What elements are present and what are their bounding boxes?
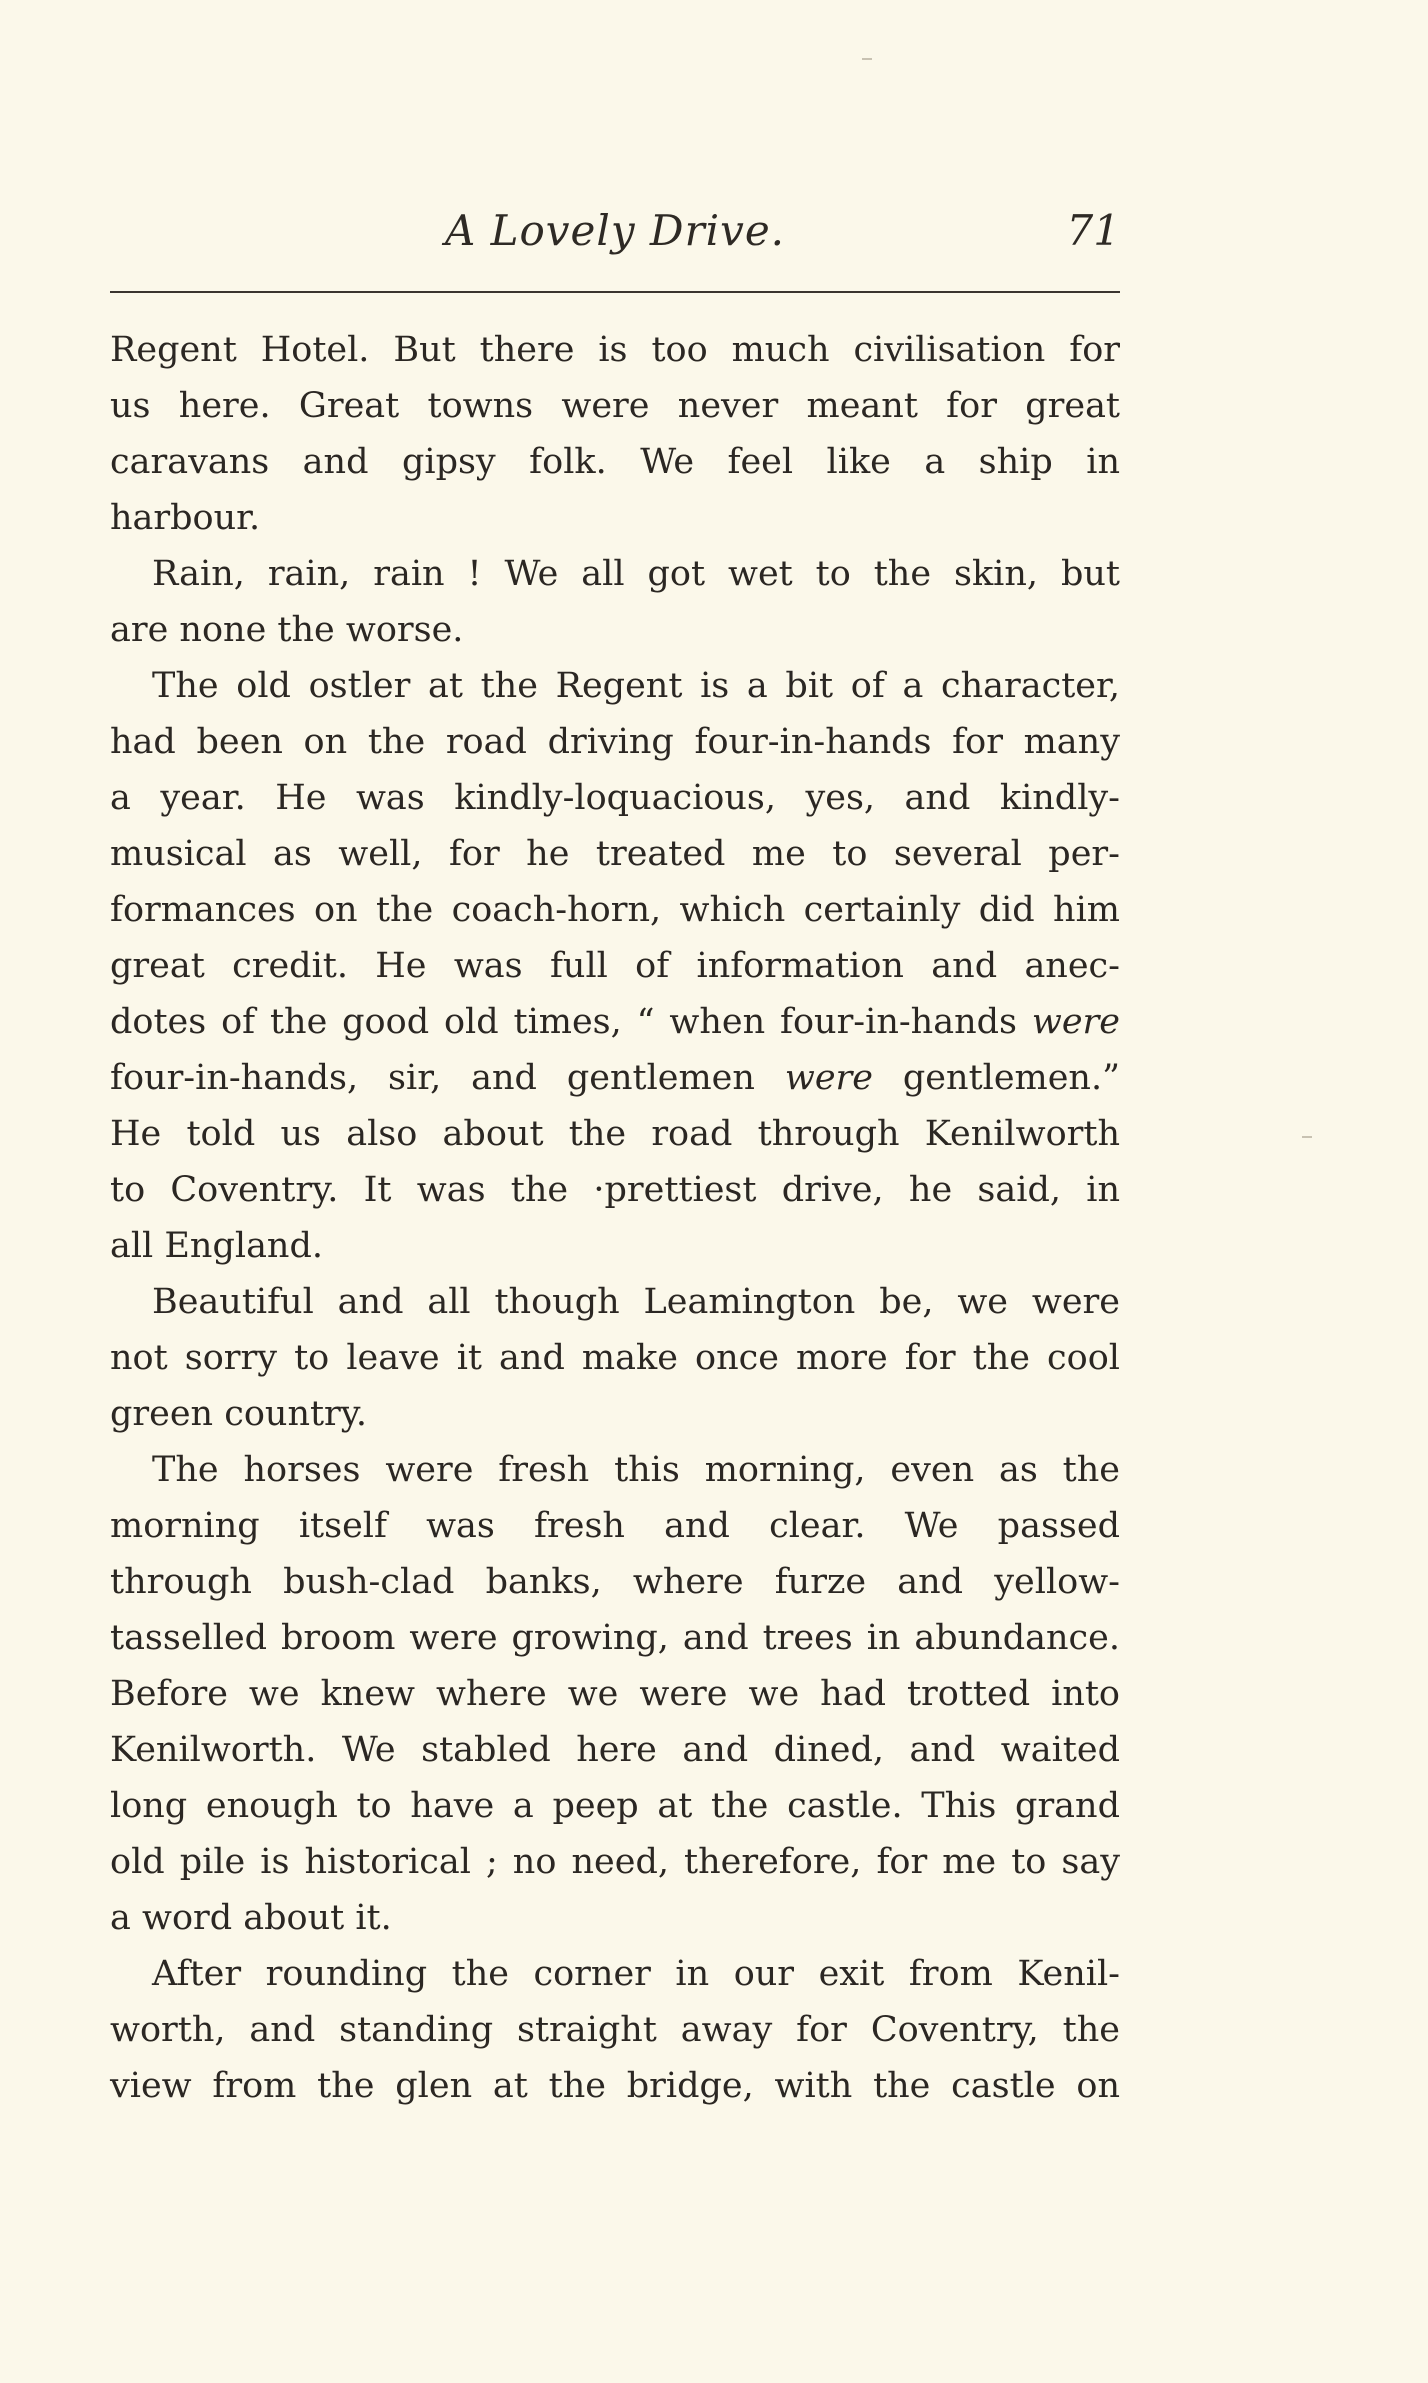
text-line: Rain, rain, rain ! We all got wet to the skin, but [152, 554, 1120, 594]
text-line: to Coventry. It was the ·prettiest drive, he said, in [110, 1170, 1120, 1210]
text-line: After rounding the corner in our exit from Kenil- [152, 1954, 1120, 1994]
text-line: not sorry to leave it and make once more for the cool [110, 1338, 1120, 1378]
text-line: formances on the coach-horn, which certainly did him [110, 890, 1120, 930]
text-line: Kenilworth. We stabled here and dined, and waited [110, 1730, 1120, 1770]
text-line: Beautiful and all though Leamington be, we were [152, 1282, 1120, 1322]
text-line: The horses were fresh this morning, even as the [152, 1450, 1120, 1490]
text-line: us here. Great towns were never meant for great [110, 386, 1120, 426]
text-line: morning itself was fresh and clear. We passed [110, 1506, 1120, 1546]
italic-emphasis: were [1031, 1002, 1120, 1042]
paper-speck [862, 58, 872, 60]
text-line: four-in-hands, sir, and gentlemen were gentlemen.” [110, 1058, 1120, 1098]
text-line: tasselled broom were growing, and trees in abundance. [110, 1618, 1120, 1658]
body-text [110, 322, 1120, 2114]
paper-speck [1302, 1136, 1312, 1138]
text-line: worth, and standing straight away for Coventry, the [110, 2010, 1120, 2050]
italic-emphasis: were [784, 1058, 873, 1098]
text-line: musical as well, for he treated me to several per- [110, 834, 1120, 874]
text-line: a year. He was kindly-loquacious, yes, and kindly- [110, 778, 1120, 818]
text-line: are none the worse. [110, 610, 464, 650]
text-line: through bush-clad banks, where furze and yellow- [110, 1562, 1120, 1602]
running-title: A Lovely Drive. [444, 206, 786, 255]
text-line: all England. [110, 1226, 324, 1266]
text-line: old pile is historical ; no need, therefore, for me to say [110, 1842, 1120, 1882]
header-rule [110, 291, 1120, 293]
text-line: dotes of the good old times, “ when four-in-hands were [110, 1002, 1120, 1042]
text-line: long enough to have a peep at the castle. This grand [110, 1786, 1120, 1826]
text-line: a word about it. [110, 1898, 392, 1938]
running-head [110, 206, 1120, 266]
text-line: green country. [110, 1394, 368, 1434]
text-line: caravans and gipsy folk. We feel like a ship in [110, 442, 1120, 482]
text-line: view from the glen at the bridge, with the castle on [110, 2066, 1120, 2106]
page-number: 71 [1066, 206, 1120, 255]
text-line: Regent Hotel. But there is too much civilisation for [110, 330, 1120, 370]
text-line: had been on the road driving four-in-hands for many [110, 722, 1120, 762]
text-line: Before we knew where we were we had trotted into [110, 1674, 1120, 1714]
text-line: great credit. He was full of information and anec- [110, 946, 1120, 986]
text-line: harbour. [110, 498, 261, 538]
text-line: The old ostler at the Regent is a bit of a character, [152, 666, 1120, 706]
text-line: He told us also about the road through Kenilworth [110, 1114, 1120, 1154]
